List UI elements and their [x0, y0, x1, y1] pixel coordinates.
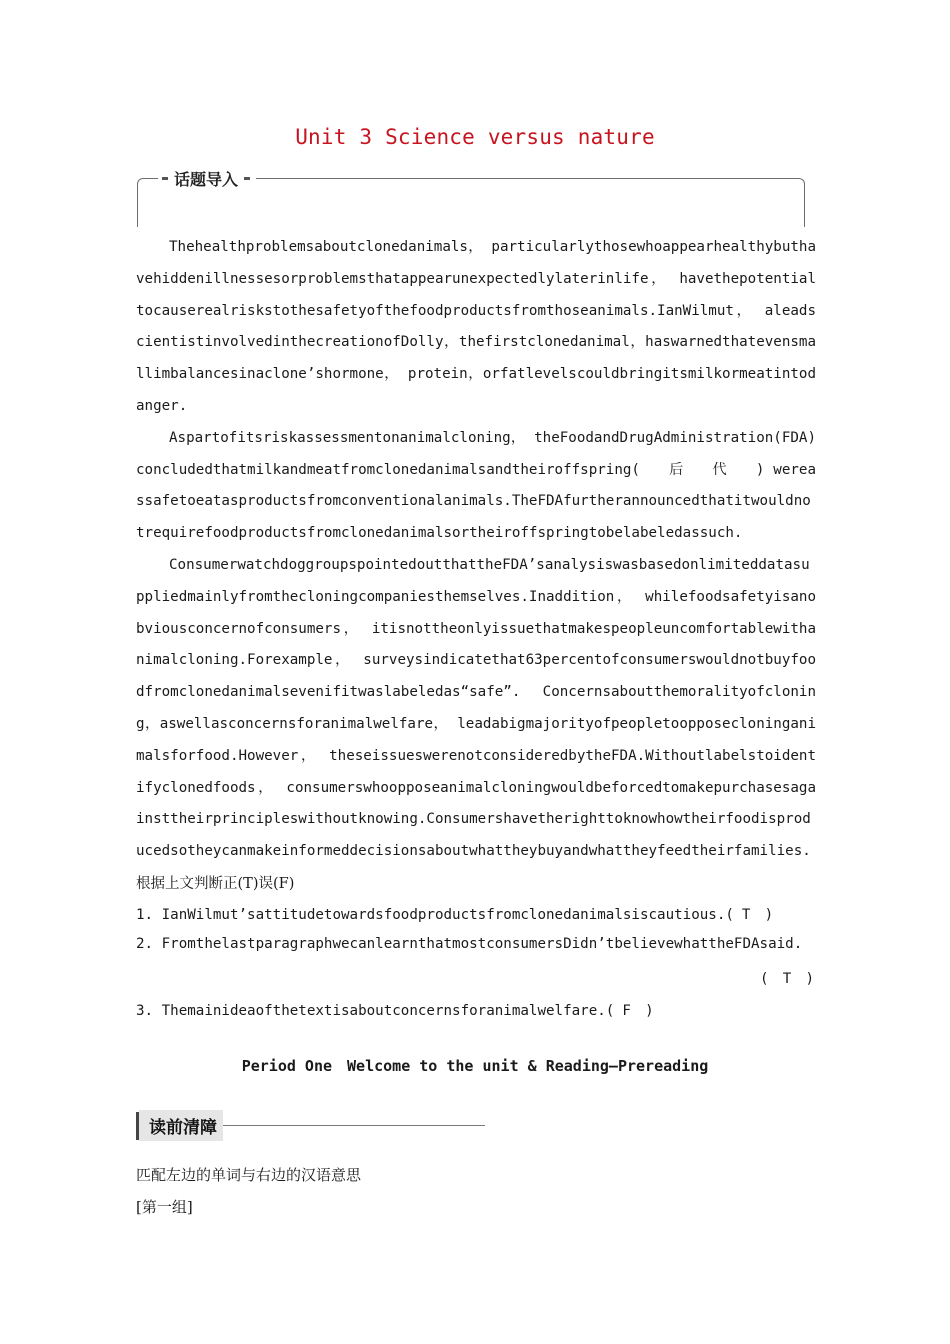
period-title: Period One Welcome to the unit & Reading—Prereading	[241, 1057, 709, 1075]
section-label: 读前清障	[139, 1110, 223, 1141]
question-text: 2. FromthelastparagraphwecanlearnthatmostconsumersDidn’tbelievewhattheFDAsaid.	[136, 936, 803, 952]
question-answer: ( T )	[760, 971, 814, 987]
question-3	[136, 1000, 654, 1020]
group-label: [第一组]	[136, 1198, 193, 1216]
match-instruction: 匹配左边的单词与右边的汉语意思	[136, 1166, 362, 1184]
dash-icon	[244, 177, 250, 180]
question-2	[136, 936, 802, 952]
question-1	[136, 904, 773, 924]
dash-icon	[162, 177, 168, 180]
unit-title: Unit 3 Science versus nature	[295, 125, 655, 149]
question-text: 3. Themainideaofthetextisaboutconcernsforanimalwelfare.(	[136, 1003, 615, 1019]
question-answer: T )	[741, 907, 774, 923]
section-rule	[223, 1125, 485, 1126]
question-text: 1. IanWilmut’sattitudetowardsfoodproductsfromclonedanimalsiscautious.(	[136, 907, 734, 923]
topic-label	[158, 167, 256, 190]
topic-label-text: 话题导入	[174, 170, 239, 189]
question-answer: F )	[622, 1003, 654, 1019]
paragraph: ConsumerwatchdoggroupspointedoutthattheFDA’sanalysiswasbasedonlimiteddatasuppliedmainlyfromthecloningcompaniesthemselves.Inaddition， whilefoodsafetyisanobviousconcernofconsumers， itisnottheonlyissuethatmakespeopleuncomfortablewithanimalcloning.Forexample， surveysindicatethat63percentofconsumerswouldnotbuyfoodfromclonedanimalsevenifitwaslabeledas“safe”. Concernsaboutthemoralityofcloning，aswellasconcernsforanimalwelfare， leadabigmajorityofpeopletoopposecloninganimalsforfood.However， theseissueswerenotconsideredbytheFDA.Withoutlabelstoidentifyclonedfoods， consumerswhoopposeanimalcloningwouldbeforcedtomakepurchasesagainsttheirprincipleswithoutknowing.Consumershavetherighttoknowhowtheirfoodisproducedsotheycanmakeinformeddecisionsaboutwhattheybuyandwhattheyfeedtheirfamilies.	[136, 556, 816, 860]
reading-passage	[136, 232, 816, 868]
tf-instruction: 根据上文判断正(T)误(F)	[136, 876, 295, 892]
section-header	[136, 1110, 485, 1141]
paragraph: Aspartofitsriskassessmentonanimalcloning， theFoodandDrugAdministration(FDA)concludedthatmilkandmeatfromclonedanimalsandtheiroffspring( 后 代 ) wereassafetoeatasproductsfromconventionalanimals.TheFDAfurtherannouncedthatitwouldnotrequirefoodproductsfromclonedanimalsortheiroffspringtobelabeledassuch.	[136, 429, 816, 542]
paragraph: Thehealthproblemsaboutclonedanimals， particularlythosewhoappearhealthybuthavehiddenillnessesorproblemsthatappearunexpectedlylaterinlife， havethepotentialtocauserealriskstothesafetyofthefoodproductsfromthoseanimals.IanWilmut， aleadscientistinvolvedinthecreationofDolly，thefirstclonedanimal，haswarnedthatevensmallimbalancesinaclone’shormone， protein，orfatlevelscouldbringitsmilkormeatintodanger.	[136, 239, 816, 414]
